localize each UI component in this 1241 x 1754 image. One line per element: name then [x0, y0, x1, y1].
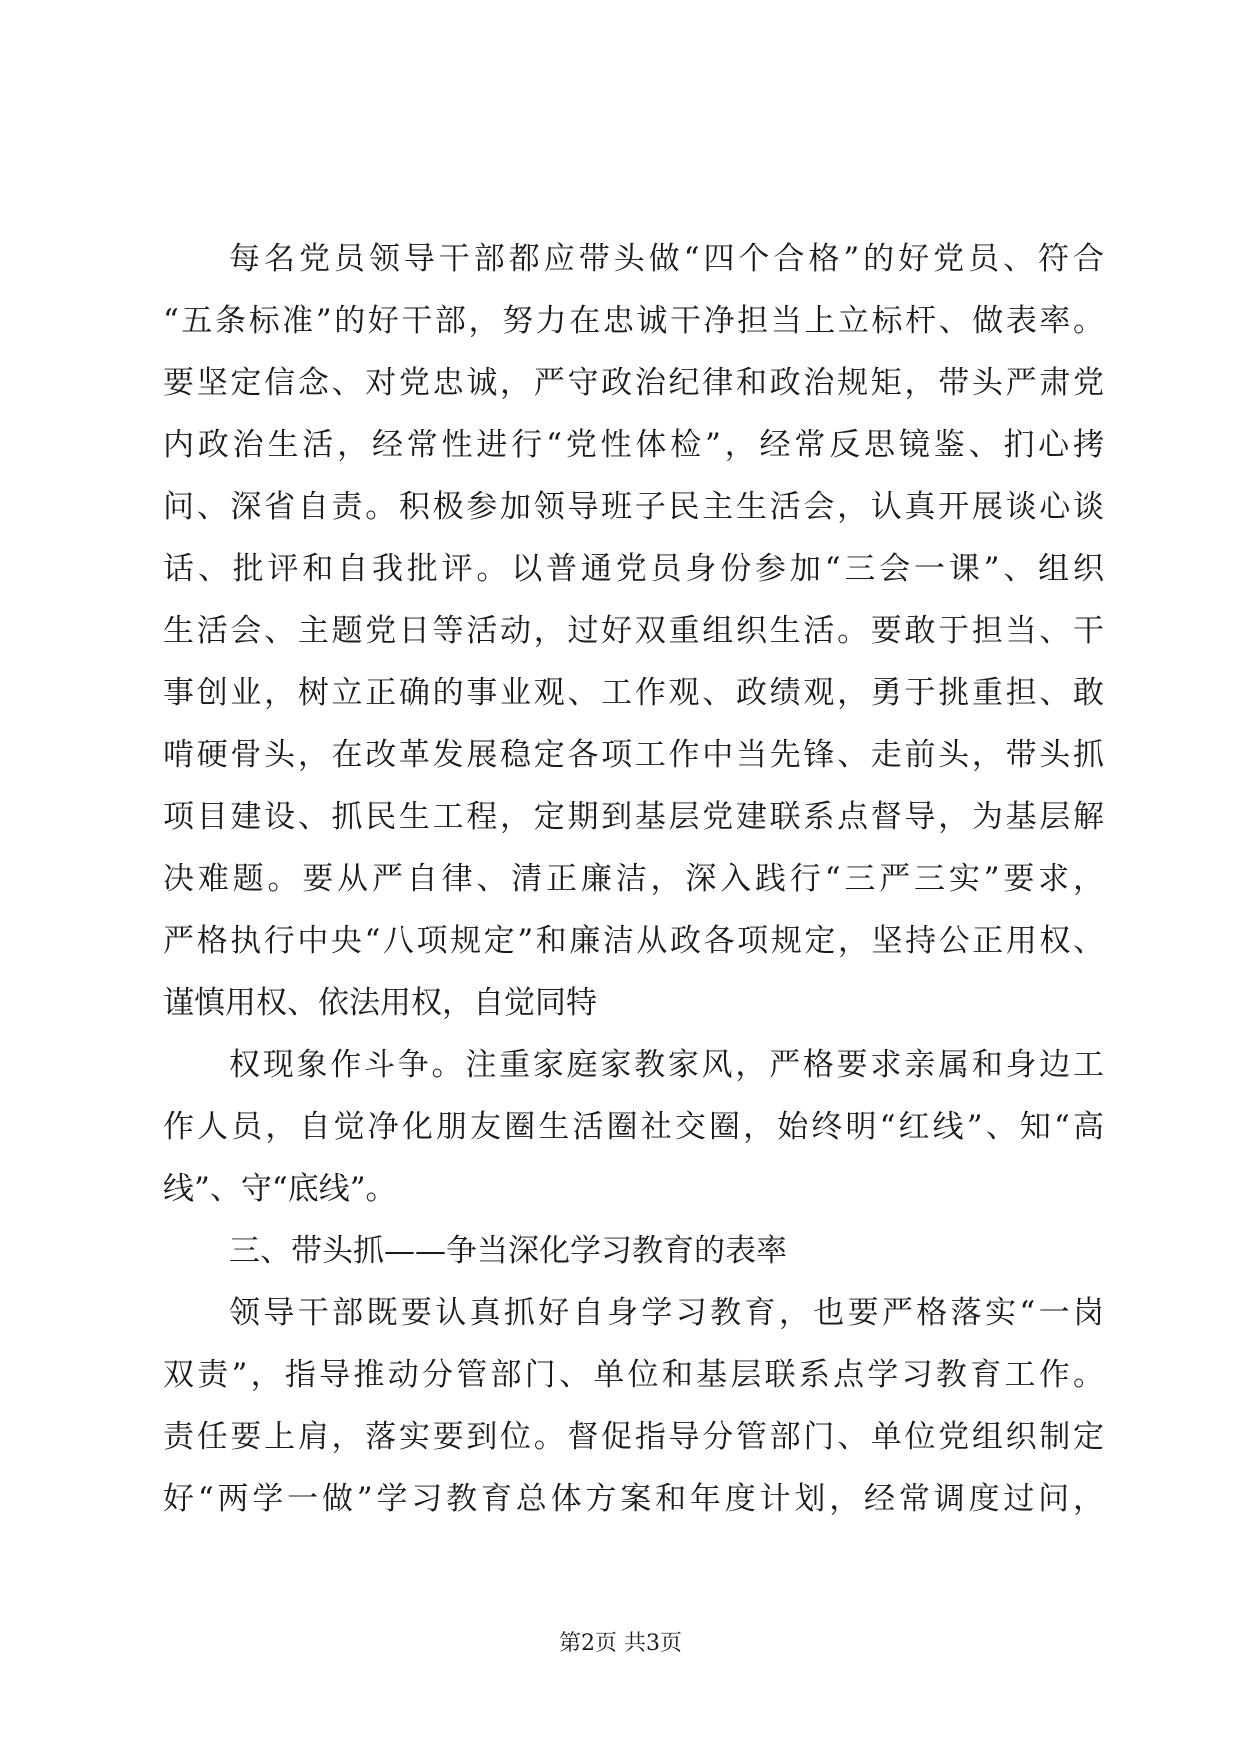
paragraph-line: 作人员，自觉净化朋友圈生活圈社交圈，始终明“红线”、知“高: [163, 1109, 1104, 1145]
paragraph-line: “五条标准”的好干部，努力在忠诚干净担当上立标杆、做表率。: [163, 303, 1104, 339]
page-footer: 第2页 共3页: [559, 1631, 682, 1656]
paragraph-line: 要坚定信念、对党忠诚，严守政治纪律和政治规矩，带头严肃党: [163, 365, 1104, 401]
paragraph-line: 权现象作斗争。注重家庭家教家风，严格要求亲属和身边工: [229, 1047, 1104, 1083]
paragraph-line: 领导干部既要认真抓好自身学习教育，也要严格落实“一岗: [229, 1295, 1104, 1331]
paragraph-line: 项目建设、抓民生工程，定期到基层党建联系点督导，为基层解: [163, 799, 1104, 835]
paragraph-line: 话、批评和自我批评。以普通党员身份参加“三会一课”、组织: [163, 551, 1104, 587]
paragraph-line: 生活会、主题党日等活动，过好双重组织生活。要敢于担当、干: [163, 613, 1104, 649]
section-heading: 三、带头抓——争当深化学习教育的表率: [229, 1233, 787, 1269]
paragraph-line: 好“两学一做”学习教育总体方案和年度计划，经常调度过问，: [163, 1481, 1104, 1517]
paragraph-line: 啃硬骨头，在改革发展稳定各项工作中当先锋、走前头，带头抓: [163, 737, 1104, 773]
paragraph-line: 线”、守“底线”。: [163, 1171, 397, 1207]
paragraph-line: 谨慎用权、依法用权，自觉同特: [163, 985, 597, 1021]
paragraph-line: 事创业，树立正确的事业观、工作观、政绩观，勇于挑重担、敢: [163, 675, 1104, 711]
paragraph-line: 内政治生活，经常性进行“党性体检”，经常反思镜鉴、扪心拷: [163, 427, 1104, 463]
paragraph-line: 每名党员领导干部都应带头做“四个合格”的好党员、符合: [229, 241, 1104, 277]
paragraph-line: 责任要上肩，落实要到位。督促指导分管部门、单位党组织制定: [163, 1419, 1104, 1455]
paragraph-line: 双责”，指导推动分管部门、单位和基层联系点学习教育工作。: [163, 1357, 1104, 1393]
document-body: [163, 228, 1104, 1530]
paragraph-line: 决难题。要从严自律、清正廉洁，深入践行“三严三实”要求，: [163, 861, 1104, 897]
paragraph-line: 问、深省自责。积极参加领导班子民主生活会，认真开展谈心谈: [163, 489, 1104, 525]
paragraph-line: 严格执行中央“八项规定”和廉洁从政各项规定，坚持公正用权、: [163, 923, 1104, 959]
